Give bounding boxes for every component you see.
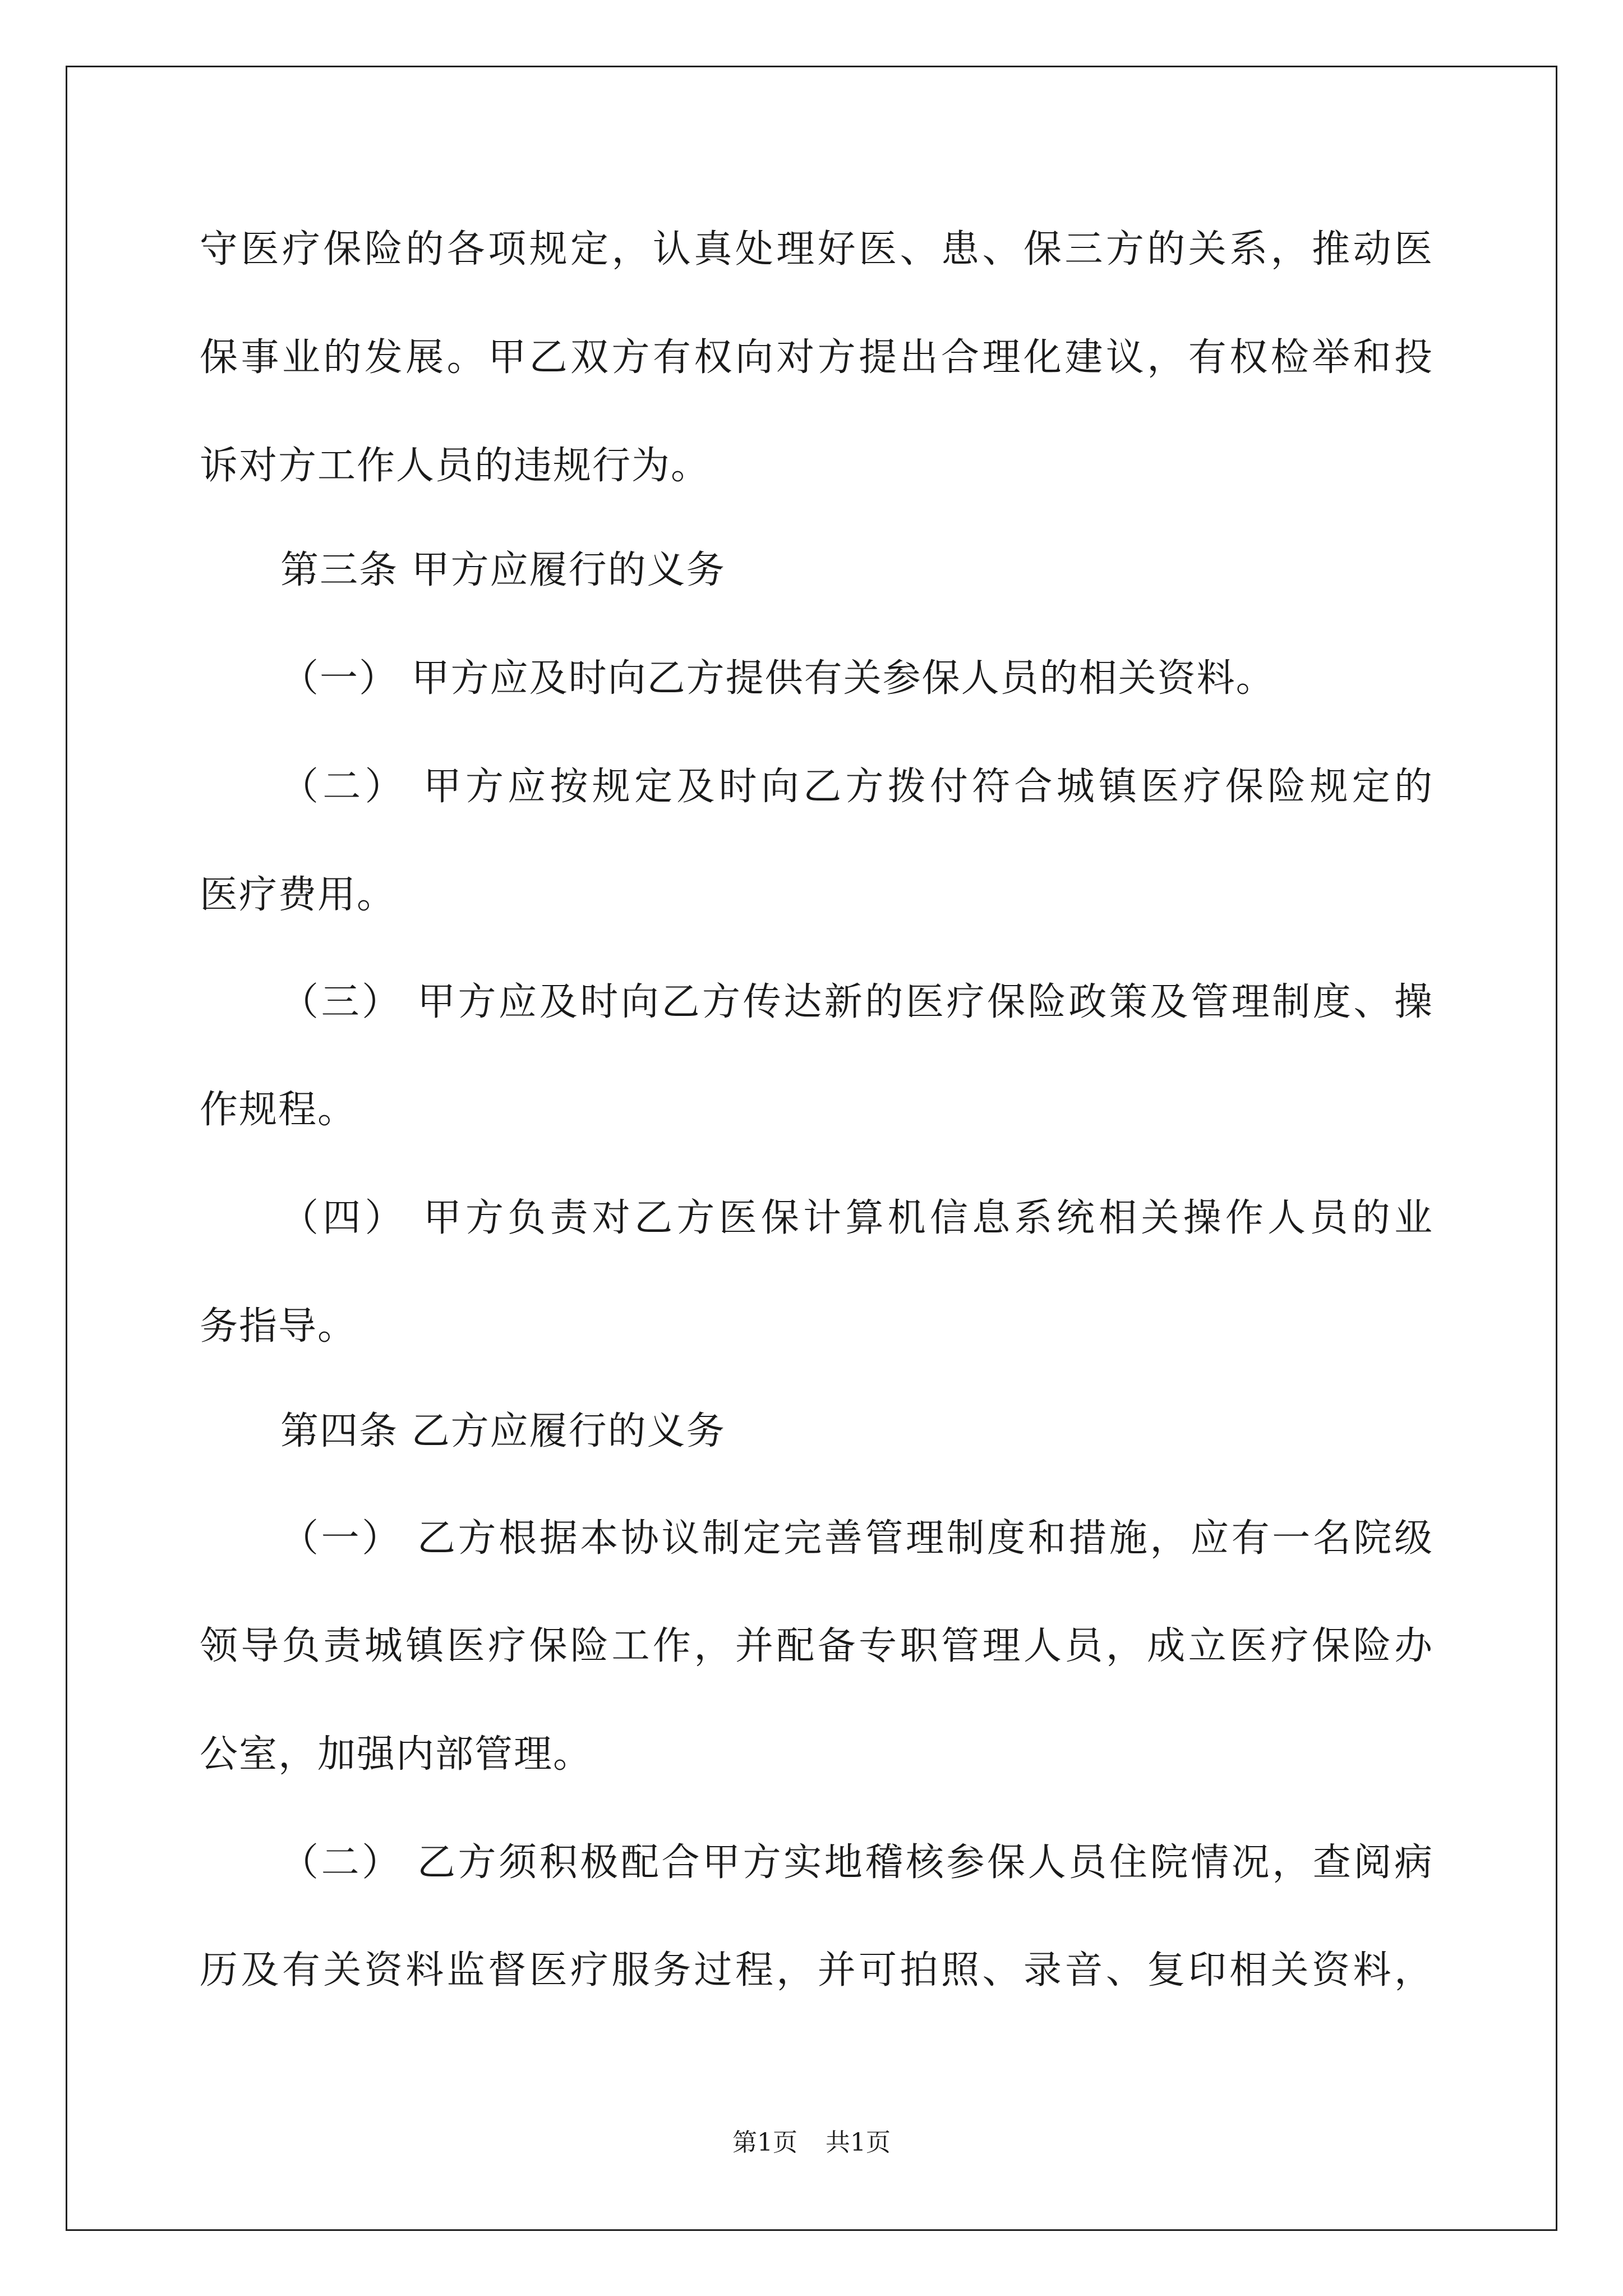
body-line: 医疗费用。 xyxy=(200,873,396,917)
article-4-item-1: （一） 乙方根据本协议制定完善管理制度和措施，应有一名院级 xyxy=(280,1516,1433,1561)
article-3-item-4: （四） 甲方负责对乙方医保计算机信息系统相关操作人员的业 xyxy=(280,1196,1433,1240)
article-3-heading: 第三条 甲方应履行的义务 xyxy=(280,548,726,592)
body-line: 作规程。 xyxy=(200,1088,357,1132)
body-line: 诉对方工作人员的违规行为。 xyxy=(200,444,711,488)
body-line: 领导负责城镇医疗保险工作，并配备专职管理人员，成立医疗保险办 xyxy=(200,1624,1433,1668)
page-border xyxy=(66,66,1557,2231)
body-line: 保事业的发展。甲乙双方有权向对方提出合理化建议，有权检举和投 xyxy=(200,335,1433,380)
body-line: 务指导。 xyxy=(200,1304,357,1349)
page-footer xyxy=(0,2123,1623,2162)
article-3-item-2: （二） 甲方应按规定及时向乙方拨付符合城镇医疗保险规定的 xyxy=(280,765,1433,809)
body-line: 守医疗保险的各项规定，认真处理好医、患、保三方的关系，推动医 xyxy=(200,227,1433,272)
page-total: 共1页 xyxy=(826,2128,891,2157)
body-line: 公室，加强内部管理。 xyxy=(200,1732,593,1777)
page-number: 第1页 xyxy=(732,2128,797,2157)
article-4-heading: 第四条 乙方应履行的义务 xyxy=(280,1409,726,1453)
body-line: 历及有关资料监督医疗服务过程，并可拍照、录音、复印相关资料， xyxy=(200,1948,1433,1993)
article-3-item-1: （一） 甲方应及时向乙方提供有关参保人员的相关资料。 xyxy=(280,656,1275,701)
article-3-item-3: （三） 甲方应及时向乙方传达新的医疗保险政策及管理制度、操 xyxy=(280,980,1433,1024)
article-4-item-2: （二） 乙方须积极配合甲方实地稽核参保人员住院情况，查阅病 xyxy=(280,1841,1433,1885)
